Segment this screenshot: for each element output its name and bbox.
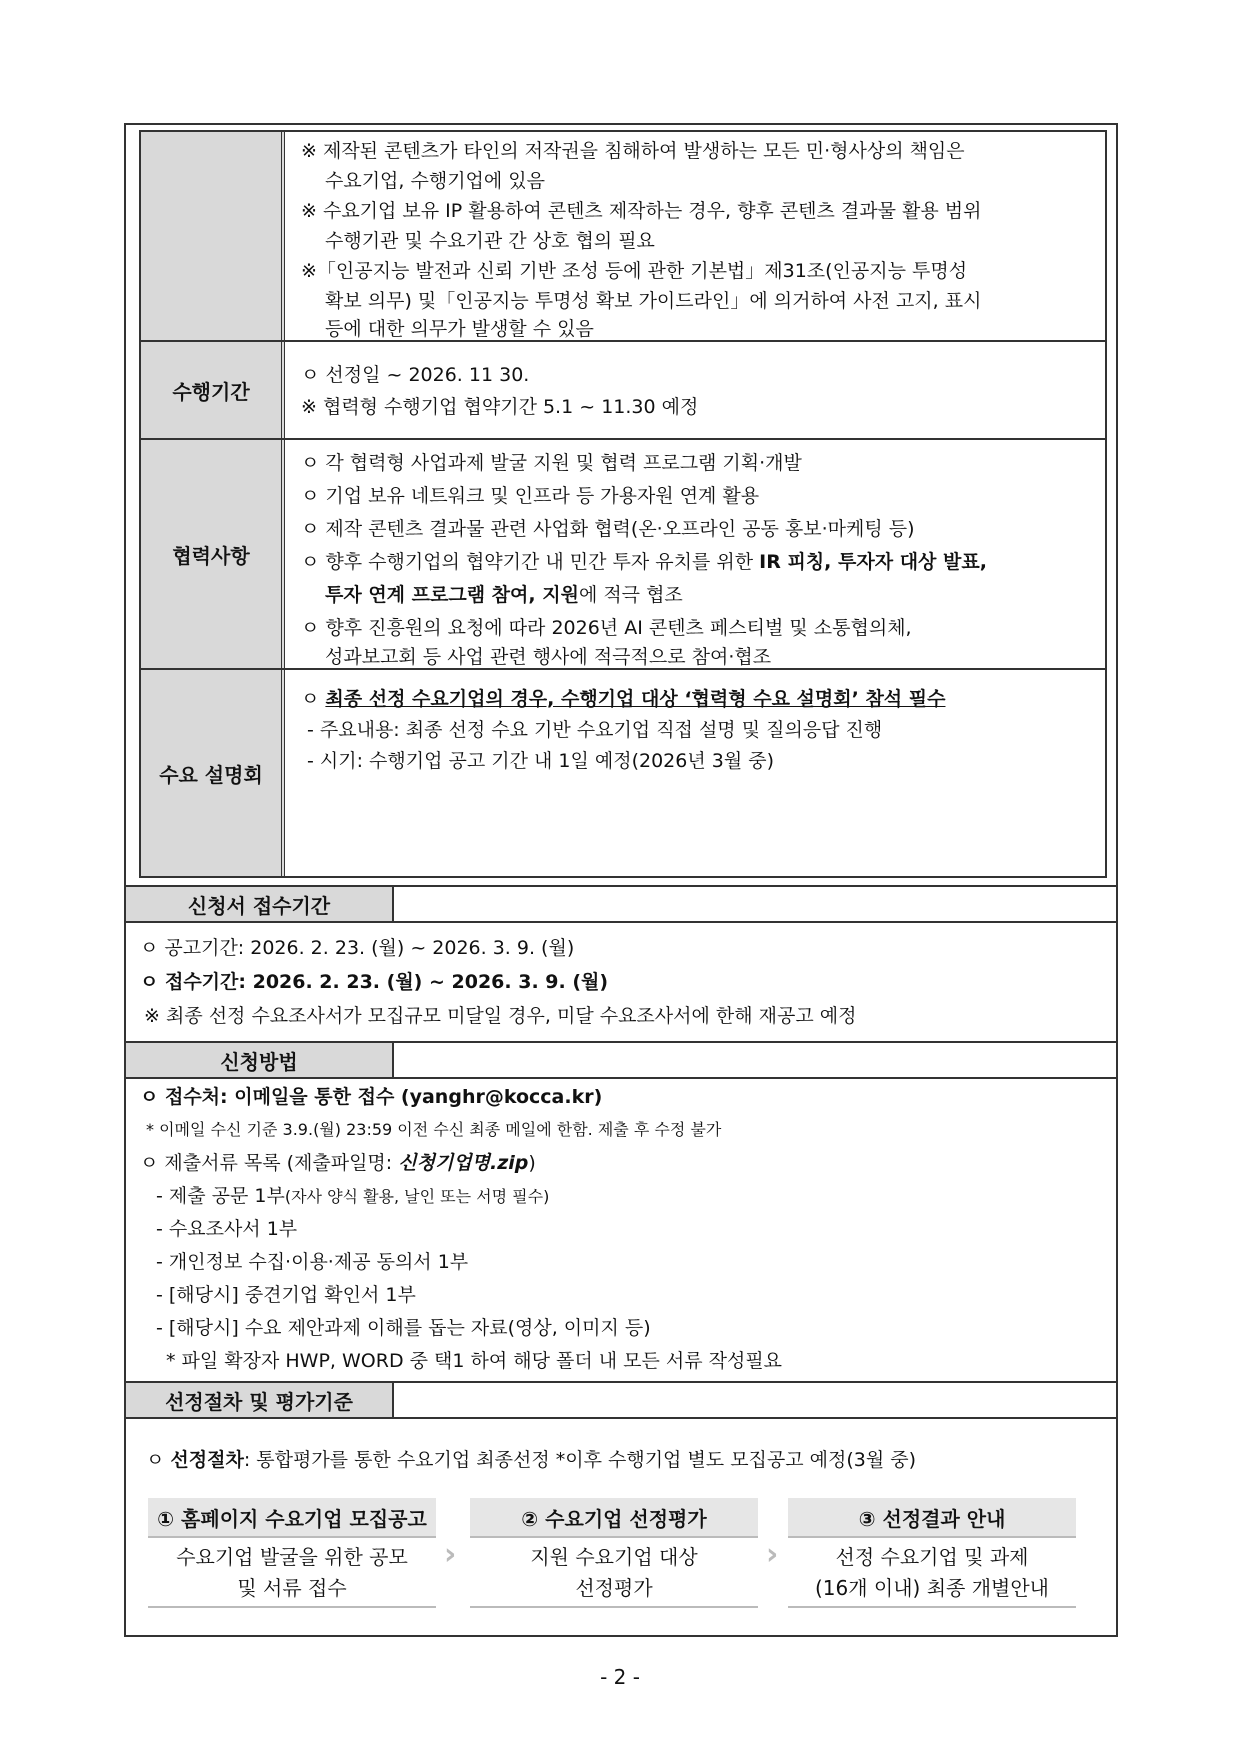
cooperation-item: ㅇ 각 협력형 사업과제 발굴 지원 및 협력 프로그램 기획·개발 <box>301 452 802 474</box>
note-line: 수요기업, 수행기업에 있음 <box>325 170 546 192</box>
selection-procedure: ㅇ 선정절차: 통합평가를 통한 수요기업 최종선정 *이후 수행기업 별도 모집공고 예정(3월 중) <box>146 1449 917 1471</box>
cooperation-row <box>141 440 1105 670</box>
email-note: * 이메일 수신 기준 3.9.(월) 23:59 이전 수신 최종 메일에 한함. 제출 후 수정 불가 <box>146 1120 722 1139</box>
step-2-header: ② 수요기업 선정평가 <box>470 1498 758 1538</box>
document-item: - 수요조사서 1부 <box>156 1218 298 1240</box>
page-frame <box>124 123 1118 1637</box>
method-header <box>126 1041 1116 1079</box>
chevron-right-icon: › <box>766 1537 779 1572</box>
briefing-item: - 주요내용: 최종 선정 수요 기반 수요기업 직접 설명 및 질의응답 진행 <box>307 719 883 741</box>
briefing-item: ㅇ 최종 선정 수요기업의 경우, 수행기업 대상 ‘협력형 수요 설명회’ 참석 필수 <box>301 688 946 710</box>
document-item: - 개인정보 수집·이용·제공 동의서 1부 <box>156 1251 469 1273</box>
document-list-title: ㅇ 제출서류 목록 (제출파일명: 신청기업명.zip) <box>140 1152 536 1174</box>
cooperation-item: ㅇ 제작 콘텐츠 결과물 관련 사업화 협력(온·오프라인 공동 홍보·마케팅 등) <box>301 518 915 540</box>
receipt-period: ㅇ 접수기간: 2026. 2. 23. (월) ~ 2026. 3. 9. (월) <box>140 971 609 993</box>
period-label: 수행기간 <box>141 342 285 438</box>
step-1-header: ① 홈페이지 수요기업 모집공고 <box>148 1498 436 1538</box>
note-line: 등에 대한 의무가 발생할 수 있음 <box>325 318 594 340</box>
briefing-label: 수요 설명회 <box>141 670 285 876</box>
step-1-body: 수요기업 발굴을 위한 공모 및 서류 접수 <box>148 1538 436 1608</box>
notice-period: ㅇ 공고기간: 2026. 2. 23. (월) ~ 2026. 3. 9. (월) <box>140 937 575 959</box>
page-number: - 2 - <box>600 1665 640 1689</box>
briefing-row <box>141 670 1105 876</box>
period-note: ※ 협력형 수행기업 협약기간 5.1 ~ 11.30 예정 <box>301 396 699 418</box>
cooperation-item: ㅇ 기업 보유 네트워크 및 인프라 등 가용자원 연계 활용 <box>301 485 760 507</box>
step-3-header: ③ 선정결과 안내 <box>788 1498 1076 1538</box>
note-line: 확보 의무) 및「인공지능 투명성 확보 가이드라인」에 의거하여 사전 고지, 표시 <box>325 290 982 312</box>
section-title: 선정절차 및 평가기준 <box>126 1383 394 1417</box>
chevron-right-icon: › <box>444 1537 457 1572</box>
briefing-item: - 시기: 수행기업 공고 기간 내 1일 예정(2026년 3월 중) <box>307 750 774 772</box>
section-title: 신청방법 <box>126 1043 394 1077</box>
notes-label <box>141 132 285 340</box>
receipt-period-header <box>126 885 1116 923</box>
cooperation-label: 협력사항 <box>141 440 285 668</box>
email-receipt: ㅇ 접수처: 이메일을 통한 접수 (yanghr@kocca.kr) <box>140 1086 603 1108</box>
note-line: ※ 수요기업 보유 IP 활용하여 콘텐츠 제작하는 경우, 향후 콘텐츠 결과물 활용 범위 <box>301 200 982 222</box>
period-row <box>141 342 1105 440</box>
document-item: - [해당시] 수요 제안과제 이해를 돕는 자료(영상, 이미지 등) <box>156 1317 651 1339</box>
note-line: ※ 제작된 콘텐츠가 타인의 저작권을 침해하여 발생하는 모든 민·형사상의 책임은 <box>301 140 965 162</box>
document-item: - 제출 공문 1부(자사 양식 활용, 날인 또는 서명 필수) <box>156 1185 550 1207</box>
document-item: - [해당시] 중견기업 확인서 1부 <box>156 1284 416 1306</box>
reannouncement-note: ※ 최종 선정 수요조사서가 모집규모 미달일 경우, 미달 수요조사서에 한해 재공고 예정 <box>144 1005 857 1027</box>
section-title: 신청서 접수기간 <box>126 887 394 921</box>
period-line: ㅇ 선정일 ~ 2026. 11 30. <box>301 364 530 386</box>
step-3-body: 선정 수요기업 및 과제 (16개 이내) 최종 개별안내 <box>788 1538 1076 1608</box>
selection-header <box>126 1381 1116 1419</box>
cooperation-item: 투자 연계 프로그램 참여, 지원에 적극 협조 <box>325 584 683 606</box>
file-format-note: * 파일 확장자 HWP, WORD 중 택1 하여 해당 폴더 내 모든 서류 작성필요 <box>166 1350 783 1372</box>
cooperation-item: 성과보고회 등 사업 관련 행사에 적극적으로 참여·협조 <box>325 646 772 668</box>
cooperation-item: ㅇ 향후 수행기업의 협약기간 내 민간 투자 유치를 위한 IR 피칭, 투자자 대상 발표, <box>301 551 987 573</box>
notes-row <box>141 132 1105 342</box>
step-2-body: 지원 수요기업 대상 선정평가 <box>470 1538 758 1608</box>
note-line: ※「인공지능 발전과 신뢰 기반 조성 등에 관한 기본법」제31조(인공지능 투명성 <box>301 260 968 282</box>
cooperation-item: ㅇ 향후 진흥원의 요청에 따라 2026년 AI 콘텐츠 페스티벌 및 소통협의체, <box>301 617 912 639</box>
detail-table <box>139 130 1107 878</box>
note-line: 수행기관 및 수요기관 간 상호 협의 필요 <box>325 230 655 252</box>
